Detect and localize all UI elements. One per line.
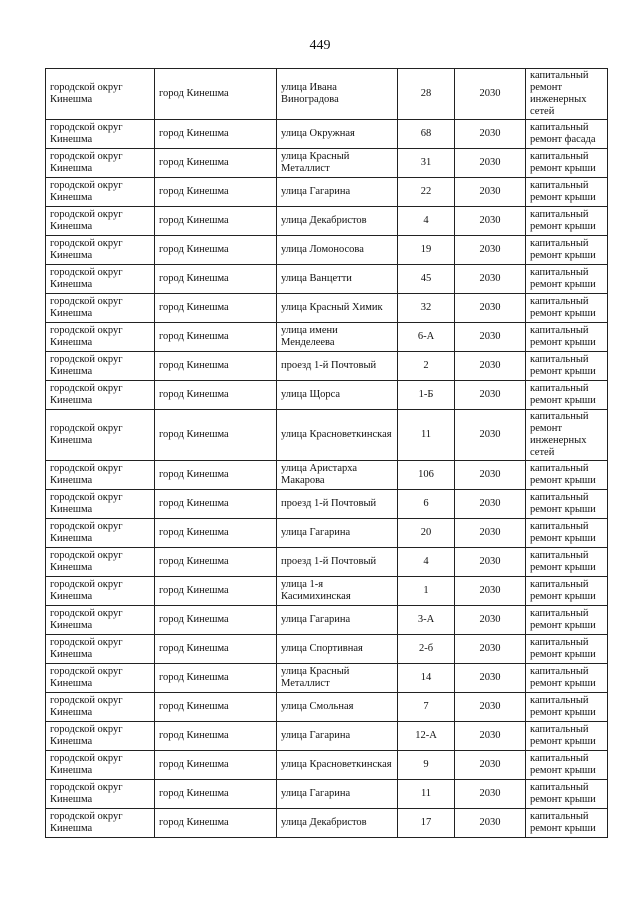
year-cell: 2030 <box>455 809 526 838</box>
locality-cell: город Кинешма <box>155 809 277 838</box>
year-cell: 2030 <box>455 120 526 149</box>
municipality-cell: городской округ Кинешма <box>46 722 155 751</box>
year-cell: 2030 <box>455 780 526 809</box>
locality-cell: город Кинешма <box>155 410 277 461</box>
house-number-cell: 2 <box>398 352 455 381</box>
house-number-cell: 106 <box>398 461 455 490</box>
table-body <box>46 69 608 838</box>
year-cell: 2030 <box>455 236 526 265</box>
table-row <box>46 178 608 207</box>
municipality-cell: городской округ Кинешма <box>46 809 155 838</box>
work-type-cell: капитальный ремонт крыши <box>526 635 608 664</box>
work-type-cell: капитальный ремонт крыши <box>526 577 608 606</box>
house-number-cell: 1-Б <box>398 381 455 410</box>
house-number-cell: 17 <box>398 809 455 838</box>
table-row <box>46 664 608 693</box>
street-cell: улица Декабристов <box>277 207 398 236</box>
table-row <box>46 490 608 519</box>
municipality-cell: городской округ Кинешма <box>46 780 155 809</box>
municipality-cell: городской округ Кинешма <box>46 410 155 461</box>
municipality-cell: городской округ Кинешма <box>46 381 155 410</box>
street-cell: улица Красноветкинская <box>277 751 398 780</box>
street-cell: улица Гагарина <box>277 519 398 548</box>
year-cell: 2030 <box>455 722 526 751</box>
house-number-cell: 68 <box>398 120 455 149</box>
municipality-cell: городской округ Кинешма <box>46 294 155 323</box>
locality-cell: город Кинешма <box>155 120 277 149</box>
table-row <box>46 751 608 780</box>
house-number-cell: 11 <box>398 410 455 461</box>
municipality-cell: городской округ Кинешма <box>46 635 155 664</box>
table-row <box>46 809 608 838</box>
street-cell: улица Гагарина <box>277 780 398 809</box>
street-cell: улица Гагарина <box>277 178 398 207</box>
municipality-cell: городской округ Кинешма <box>46 69 155 120</box>
locality-cell: город Кинешма <box>155 294 277 323</box>
year-cell: 2030 <box>455 323 526 352</box>
house-number-cell: 3-А <box>398 606 455 635</box>
locality-cell: город Кинешма <box>155 606 277 635</box>
year-cell: 2030 <box>455 606 526 635</box>
year-cell: 2030 <box>455 461 526 490</box>
table-row <box>46 635 608 664</box>
street-cell: улица имени Менделеева <box>277 323 398 352</box>
house-number-cell: 20 <box>398 519 455 548</box>
locality-cell: город Кинешма <box>155 490 277 519</box>
table-row <box>46 207 608 236</box>
municipality-cell: городской округ Кинешма <box>46 606 155 635</box>
street-cell: улица Аристарха Макарова <box>277 461 398 490</box>
municipality-cell: городской округ Кинешма <box>46 207 155 236</box>
locality-cell: город Кинешма <box>155 149 277 178</box>
work-type-cell: капитальный ремонт крыши <box>526 178 608 207</box>
table-row <box>46 69 608 120</box>
street-cell: проезд 1-й Почтовый <box>277 490 398 519</box>
municipality-cell: городской округ Кинешма <box>46 751 155 780</box>
municipality-cell: городской округ Кинешма <box>46 149 155 178</box>
work-type-cell: капитальный ремонт крыши <box>526 664 608 693</box>
street-cell: улица Декабристов <box>277 809 398 838</box>
street-cell: улица Гагарина <box>277 722 398 751</box>
year-cell: 2030 <box>455 490 526 519</box>
table-row <box>46 722 608 751</box>
house-number-cell: 14 <box>398 664 455 693</box>
year-cell: 2030 <box>455 149 526 178</box>
street-cell: улица Щорса <box>277 381 398 410</box>
table-row <box>46 352 608 381</box>
locality-cell: город Кинешма <box>155 519 277 548</box>
work-type-cell: капитальный ремонт инженерных сетей <box>526 69 608 120</box>
locality-cell: город Кинешма <box>155 722 277 751</box>
locality-cell: город Кинешма <box>155 236 277 265</box>
locality-cell: город Кинешма <box>155 780 277 809</box>
locality-cell: город Кинешма <box>155 664 277 693</box>
house-number-cell: 12-А <box>398 722 455 751</box>
table-row <box>46 294 608 323</box>
year-cell: 2030 <box>455 207 526 236</box>
locality-cell: город Кинешма <box>155 461 277 490</box>
municipality-cell: городской округ Кинешма <box>46 236 155 265</box>
table-row <box>46 693 608 722</box>
year-cell: 2030 <box>455 69 526 120</box>
street-cell: проезд 1-й Почтовый <box>277 352 398 381</box>
work-type-cell: капитальный ремонт крыши <box>526 265 608 294</box>
work-type-cell: капитальный ремонт крыши <box>526 294 608 323</box>
locality-cell: город Кинешма <box>155 352 277 381</box>
house-number-cell: 6-А <box>398 323 455 352</box>
house-number-cell: 7 <box>398 693 455 722</box>
house-number-cell: 19 <box>398 236 455 265</box>
work-type-cell: капитальный ремонт крыши <box>526 722 608 751</box>
table-row <box>46 519 608 548</box>
work-type-cell: капитальный ремонт крыши <box>526 381 608 410</box>
work-type-cell: капитальный ремонт крыши <box>526 751 608 780</box>
work-type-cell: капитальный ремонт крыши <box>526 606 608 635</box>
work-type-cell: капитальный ремонт инженерных сетей <box>526 410 608 461</box>
work-type-cell: капитальный ремонт крыши <box>526 236 608 265</box>
locality-cell: город Кинешма <box>155 207 277 236</box>
table-row <box>46 606 608 635</box>
year-cell: 2030 <box>455 664 526 693</box>
table-row <box>46 577 608 606</box>
year-cell: 2030 <box>455 381 526 410</box>
street-cell: улица Гагарина <box>277 606 398 635</box>
house-number-cell: 31 <box>398 149 455 178</box>
municipality-cell: городской округ Кинешма <box>46 577 155 606</box>
municipality-cell: городской округ Кинешма <box>46 352 155 381</box>
municipality-cell: городской округ Кинешма <box>46 664 155 693</box>
year-cell: 2030 <box>455 410 526 461</box>
table-row <box>46 461 608 490</box>
house-number-cell: 28 <box>398 69 455 120</box>
house-number-cell: 11 <box>398 780 455 809</box>
street-cell: проезд 1-й Почтовый <box>277 548 398 577</box>
table-row <box>46 265 608 294</box>
table-row <box>46 236 608 265</box>
repair-schedule-table <box>45 68 608 838</box>
municipality-cell: городской округ Кинешма <box>46 693 155 722</box>
house-number-cell: 9 <box>398 751 455 780</box>
work-type-cell: капитальный ремонт крыши <box>526 548 608 577</box>
work-type-cell: капитальный ремонт крыши <box>526 490 608 519</box>
house-number-cell: 4 <box>398 548 455 577</box>
year-cell: 2030 <box>455 577 526 606</box>
page-number: 449 <box>309 38 331 53</box>
locality-cell: город Кинешма <box>155 178 277 207</box>
house-number-cell: 32 <box>398 294 455 323</box>
municipality-cell: городской округ Кинешма <box>46 490 155 519</box>
year-cell: 2030 <box>455 751 526 780</box>
locality-cell: город Кинешма <box>155 323 277 352</box>
street-cell: улица 1-я Касимихинская <box>277 577 398 606</box>
table-row <box>46 410 608 461</box>
house-number-cell: 1 <box>398 577 455 606</box>
municipality-cell: городской округ Кинешма <box>46 548 155 577</box>
table-row <box>46 381 608 410</box>
municipality-cell: городской округ Кинешма <box>46 265 155 294</box>
street-cell: улица Ивана Виноградова <box>277 69 398 120</box>
locality-cell: город Кинешма <box>155 635 277 664</box>
street-cell: улица Смольная <box>277 693 398 722</box>
work-type-cell: капитальный ремонт крыши <box>526 149 608 178</box>
year-cell: 2030 <box>455 352 526 381</box>
year-cell: 2030 <box>455 693 526 722</box>
locality-cell: город Кинешма <box>155 381 277 410</box>
work-type-cell: капитальный ремонт крыши <box>526 519 608 548</box>
locality-cell: город Кинешма <box>155 577 277 606</box>
municipality-cell: городской округ Кинешма <box>46 323 155 352</box>
municipality-cell: городской округ Кинешма <box>46 178 155 207</box>
work-type-cell: капитальный ремонт крыши <box>526 693 608 722</box>
year-cell: 2030 <box>455 294 526 323</box>
street-cell: улица Красный Металлист <box>277 149 398 178</box>
work-type-cell: капитальный ремонт крыши <box>526 352 608 381</box>
locality-cell: город Кинешма <box>155 548 277 577</box>
house-number-cell: 22 <box>398 178 455 207</box>
locality-cell: город Кинешма <box>155 751 277 780</box>
table-row <box>46 149 608 178</box>
year-cell: 2030 <box>455 178 526 207</box>
street-cell: улица Красный Химик <box>277 294 398 323</box>
work-type-cell: капитальный ремонт крыши <box>526 809 608 838</box>
table-row <box>46 120 608 149</box>
locality-cell: город Кинешма <box>155 693 277 722</box>
year-cell: 2030 <box>455 548 526 577</box>
locality-cell: город Кинешма <box>155 69 277 120</box>
house-number-cell: 45 <box>398 265 455 294</box>
municipality-cell: городской округ Кинешма <box>46 461 155 490</box>
house-number-cell: 2-б <box>398 635 455 664</box>
street-cell: улица Спортивная <box>277 635 398 664</box>
work-type-cell: капитальный ремонт крыши <box>526 207 608 236</box>
year-cell: 2030 <box>455 265 526 294</box>
year-cell: 2030 <box>455 519 526 548</box>
municipality-cell: городской округ Кинешма <box>46 519 155 548</box>
table-row <box>46 780 608 809</box>
locality-cell: город Кинешма <box>155 265 277 294</box>
work-type-cell: капитальный ремонт фасада <box>526 120 608 149</box>
table-row <box>46 548 608 577</box>
year-cell: 2030 <box>455 635 526 664</box>
street-cell: улица Красный Металлист <box>277 664 398 693</box>
street-cell: улица Ванцетти <box>277 265 398 294</box>
street-cell: улица Ломоносова <box>277 236 398 265</box>
municipality-cell: городской округ Кинешма <box>46 120 155 149</box>
work-type-cell: капитальный ремонт крыши <box>526 323 608 352</box>
street-cell: улица Окружная <box>277 120 398 149</box>
street-cell: улица Красноветкинская <box>277 410 398 461</box>
table-row <box>46 323 608 352</box>
house-number-cell: 6 <box>398 490 455 519</box>
work-type-cell: капитальный ремонт крыши <box>526 461 608 490</box>
work-type-cell: капитальный ремонт крыши <box>526 780 608 809</box>
house-number-cell: 4 <box>398 207 455 236</box>
